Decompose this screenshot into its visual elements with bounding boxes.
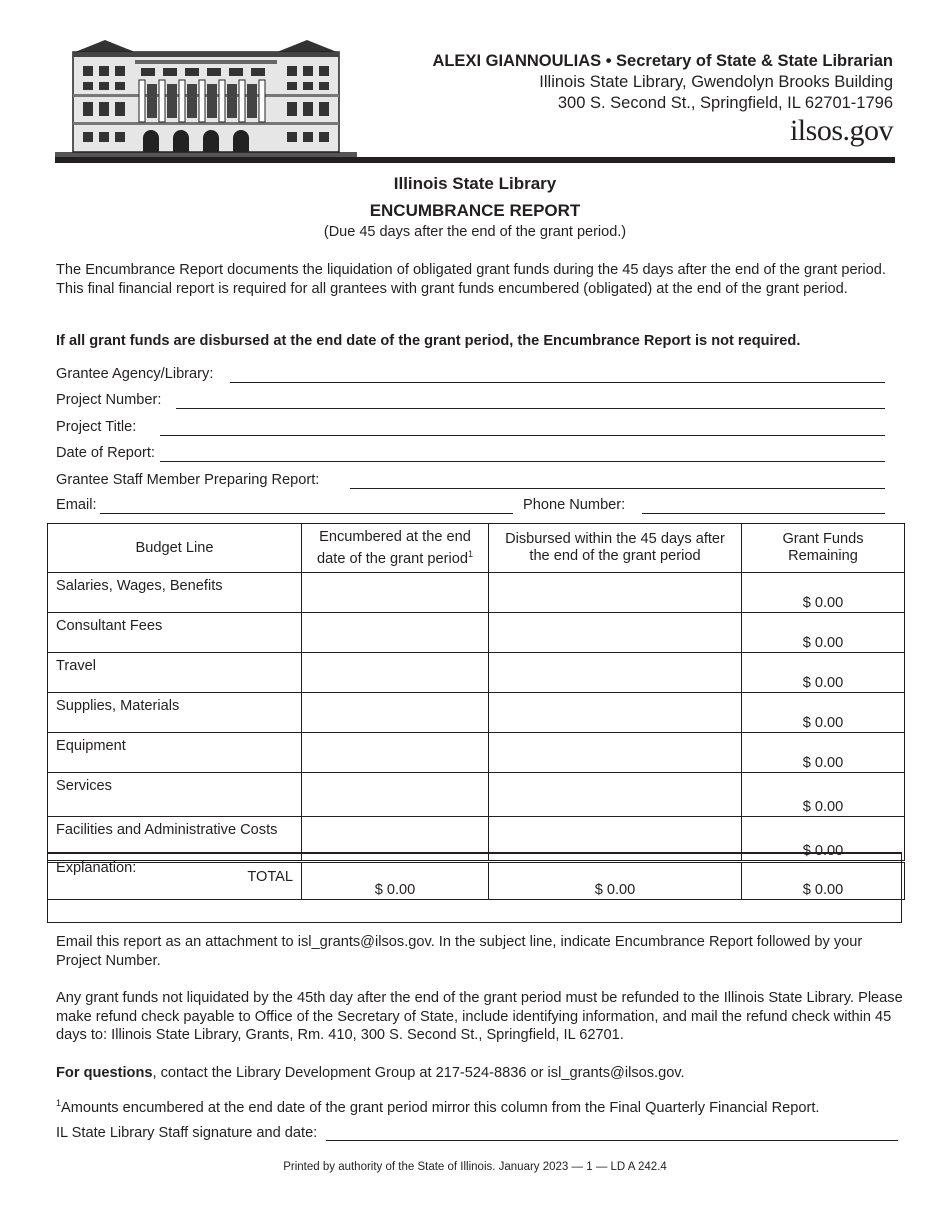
staff-label: Grantee Staff Member Preparing Report:: [56, 472, 320, 488]
footnote: [56, 1094, 906, 1117]
total-disbursed: $ 0.00: [489, 862, 742, 900]
header-remaining: Grant Funds Remaining: [742, 524, 905, 573]
email-label: Email:: [56, 497, 97, 513]
remaining-cell: $ 0.00: [742, 817, 905, 862]
staff-field[interactable]: [350, 488, 885, 489]
encumbered-cell[interactable]: [302, 693, 489, 733]
table-row: [48, 613, 905, 653]
phone-field[interactable]: [642, 513, 885, 514]
footnote-number: 1: [56, 1098, 62, 1108]
disbursed-cell[interactable]: [489, 613, 742, 653]
row-label: Services: [48, 773, 302, 817]
project-number-field[interactable]: [176, 408, 885, 409]
date-label: Date of Report:: [56, 445, 155, 461]
due-note: (Due 45 days after the end of the grant period.): [323, 224, 627, 240]
signature-field[interactable]: [326, 1140, 898, 1141]
building-illustration: [55, 38, 357, 158]
encumbered-cell[interactable]: [302, 733, 489, 773]
project-title-label: Project Title:: [56, 419, 137, 435]
table-row: [48, 733, 905, 773]
row-label: Equipment: [48, 733, 302, 773]
email-note: Email this report as an attachment to isl_grants@ilsos.gov. In the subject line, indicate Encumbrance Report followed by your Project Number.: [56, 934, 863, 969]
header-rule: [55, 157, 895, 163]
encumbered-cell[interactable]: [302, 653, 489, 693]
budget-table: [47, 523, 905, 900]
table-row: [48, 653, 905, 693]
date-field[interactable]: [160, 461, 885, 462]
footnote-text: Amounts encumbered at the end date of the grant period mirror this column from the Final Quarterly Financial Report.: [61, 1099, 820, 1116]
intro-paragraph: The Encumbrance Report documents the liquidation of obligated grant funds during the 45 days after the end of the grant period. This final financial report is required for all grantees with grant funds encumbered (obligated) at the end of the grant period.: [56, 262, 886, 297]
header-library-line: Illinois State Library, Gwendolyn Brooks Building: [539, 73, 893, 91]
remaining-cell: $ 0.00: [742, 693, 905, 733]
remaining-cell: $ 0.00: [742, 773, 905, 817]
footer-text: Printed by authority of the State of Illinois. January 2023 — 1 — LD A 242.4: [283, 1161, 667, 1173]
total-encumbered: $ 0.00: [302, 862, 489, 900]
table-header-row: [48, 524, 905, 573]
disbursed-cell[interactable]: [489, 733, 742, 773]
questions-bold: For questions: [56, 1065, 153, 1081]
report-title: ENCUMBRANCE REPORT: [369, 201, 581, 220]
questions-text: , contact the Library Development Group at 217-524-8836 or isl_grants@ilsos.gov.: [152, 1065, 685, 1081]
footnote-mark: 1: [467, 548, 473, 559]
disbursed-cell[interactable]: [489, 653, 742, 693]
explanation-label: Explanation:: [56, 860, 137, 876]
not-required-note: If all grant funds are disbursed at the end date of the grant period, the Encumbrance Report is not required.: [56, 333, 801, 349]
total-remaining: $ 0.00: [742, 862, 905, 900]
phone-label: Phone Number:: [523, 497, 626, 513]
header-encumbered: Encumbered at the end date of the grant period$^1$: [302, 524, 489, 573]
row-label: Salaries, Wages, Benefits: [48, 573, 302, 613]
remaining-cell: $ 0.00: [742, 573, 905, 613]
remaining-cell: $ 0.00: [742, 613, 905, 653]
table-row: [48, 573, 905, 613]
total-label: TOTAL: [48, 862, 302, 900]
agency-label: Grantee Agency/Library:: [56, 366, 214, 382]
table-row: [48, 693, 905, 733]
website-logo: ilsos.gov: [789, 114, 893, 147]
signature-label: IL State Library Staff signature and date:: [56, 1125, 318, 1141]
project-title-field[interactable]: [160, 435, 885, 436]
header-disbursed: Disbursed within the 45 days after the end of the grant period: [489, 524, 742, 573]
remaining-cell: $ 0.00: [742, 653, 905, 693]
project-number-label: Project Number:: [56, 392, 162, 408]
row-label: Travel: [48, 653, 302, 693]
disbursed-cell[interactable]: [489, 573, 742, 613]
encumbered-cell[interactable]: [302, 573, 489, 613]
header-name-line: ALEXI GIANNOULIAS • Secretary of State & State Librarian: [432, 52, 893, 70]
remaining-cell: $ 0.00: [742, 733, 905, 773]
agency-field[interactable]: [230, 382, 885, 383]
table-row: [48, 773, 905, 817]
explanation-box[interactable]: [47, 852, 902, 923]
row-label: Consultant Fees: [48, 613, 302, 653]
encumbered-cell[interactable]: [302, 613, 489, 653]
header-address-line: 300 S. Second St., Springfield, IL 62701-1796: [557, 94, 893, 112]
disbursed-cell[interactable]: [489, 773, 742, 817]
row-label: Supplies, Materials: [48, 693, 302, 733]
library-title: Illinois State Library: [393, 174, 557, 193]
header-budget-line: Budget Line: [48, 524, 302, 573]
disbursed-cell[interactable]: [489, 693, 742, 733]
refund-note: Any grant funds not liquidated by the 45th day after the end of the grant period must be refunded to the Illinois State Library. Please make refund check payable to Office of the Secretary of State, include identifying information, and mail the refund check within 45 days to: Illinois State Library, Grants, Rm. 410, 300 S. Second St., Springfield, IL 62701.: [56, 990, 903, 1043]
row-label: Facilities and Administrative Costs: [48, 817, 302, 862]
encumbered-cell[interactable]: [302, 773, 489, 817]
questions-note: [56, 1064, 906, 1083]
email-field[interactable]: [100, 513, 513, 514]
